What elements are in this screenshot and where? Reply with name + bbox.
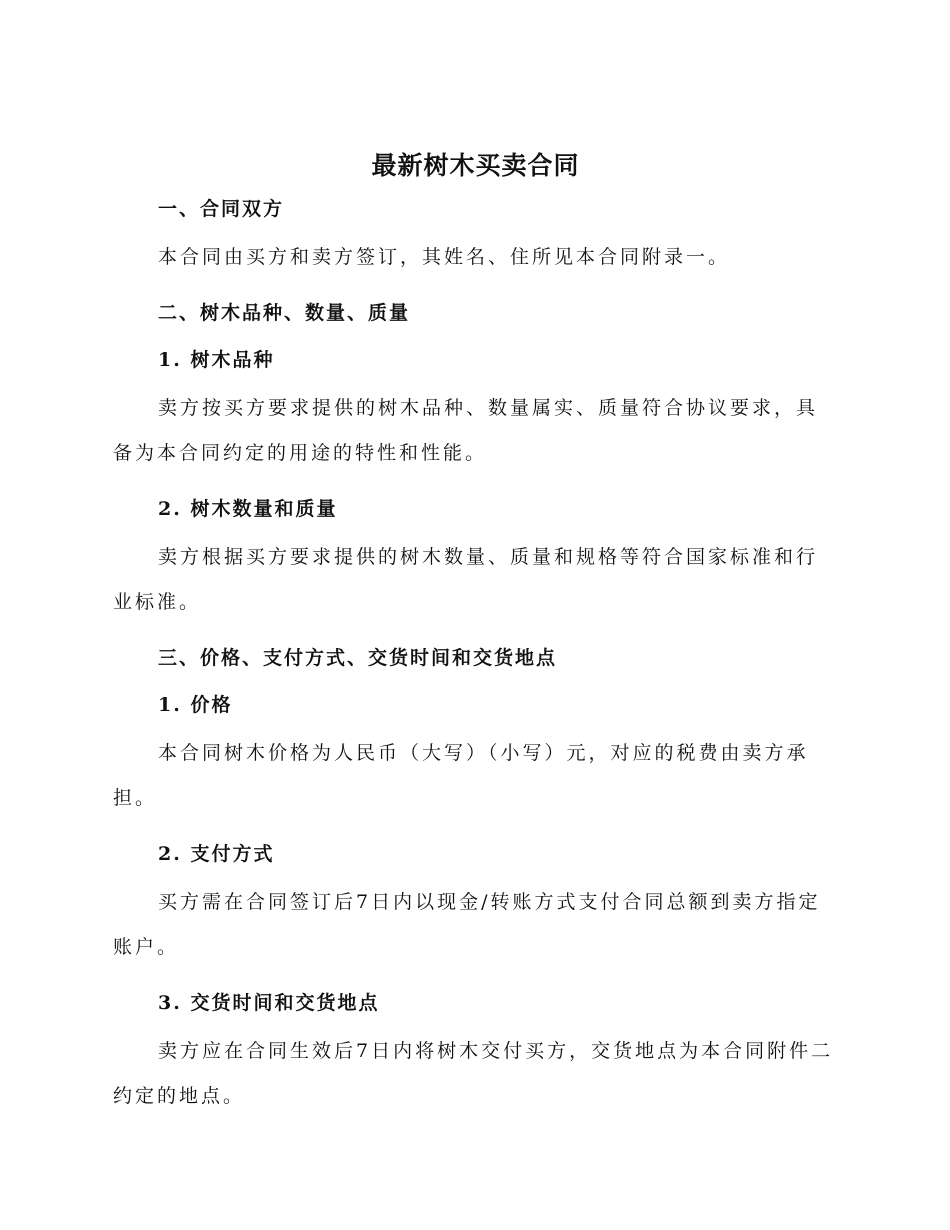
subheading-payment-method: 2. 支付方式 — [158, 843, 275, 865]
section-heading-parties: 一、合同双方 — [158, 198, 285, 220]
section-heading-price-payment-delivery: 三、价格、支付方式、交货时间和交货地点 — [158, 647, 558, 669]
subheading-price: 1. 价格 — [158, 694, 233, 716]
paragraph-payment-method: 买方需在合同签订后7日内以现金/转账方式支付合同总额到卖方指定账户。 — [113, 891, 821, 958]
subheading-tree-variety: 1. 树木品种 — [158, 349, 275, 371]
subheading-quantity-quality: 2. 树木数量和质量 — [158, 498, 338, 520]
paragraph-quantity-quality: 卖方根据买方要求提供的树木数量、质量和规格等符合国家标准和行业标准。 — [113, 546, 819, 613]
section-heading-variety-quantity-quality: 二、树木品种、数量、质量 — [158, 302, 411, 324]
subheading-delivery-time-place: 3. 交货时间和交货地点 — [158, 992, 380, 1014]
document-page — [113, 148, 838, 1119]
paragraph-tree-variety: 卖方按买方要求提供的树木品种、数量属实、质量符合协议要求，具备为本合同约定的用途的特性和性能。 — [113, 397, 819, 464]
paragraph-delivery-time-place: 卖方应在合同生效后7日内将树木交付买方，交货地点为本合同附件二约定的地点。 — [113, 1040, 834, 1107]
paragraph-price: 本合同树木价格为人民币（大写）（小写）元，对应的税费由卖方承担。 — [113, 742, 809, 809]
paragraph-parties: 本合同由买方和卖方签订，其姓名、住所见本合同附录一。 — [158, 246, 731, 268]
document-title: 最新树木买卖合同 — [371, 151, 580, 180]
